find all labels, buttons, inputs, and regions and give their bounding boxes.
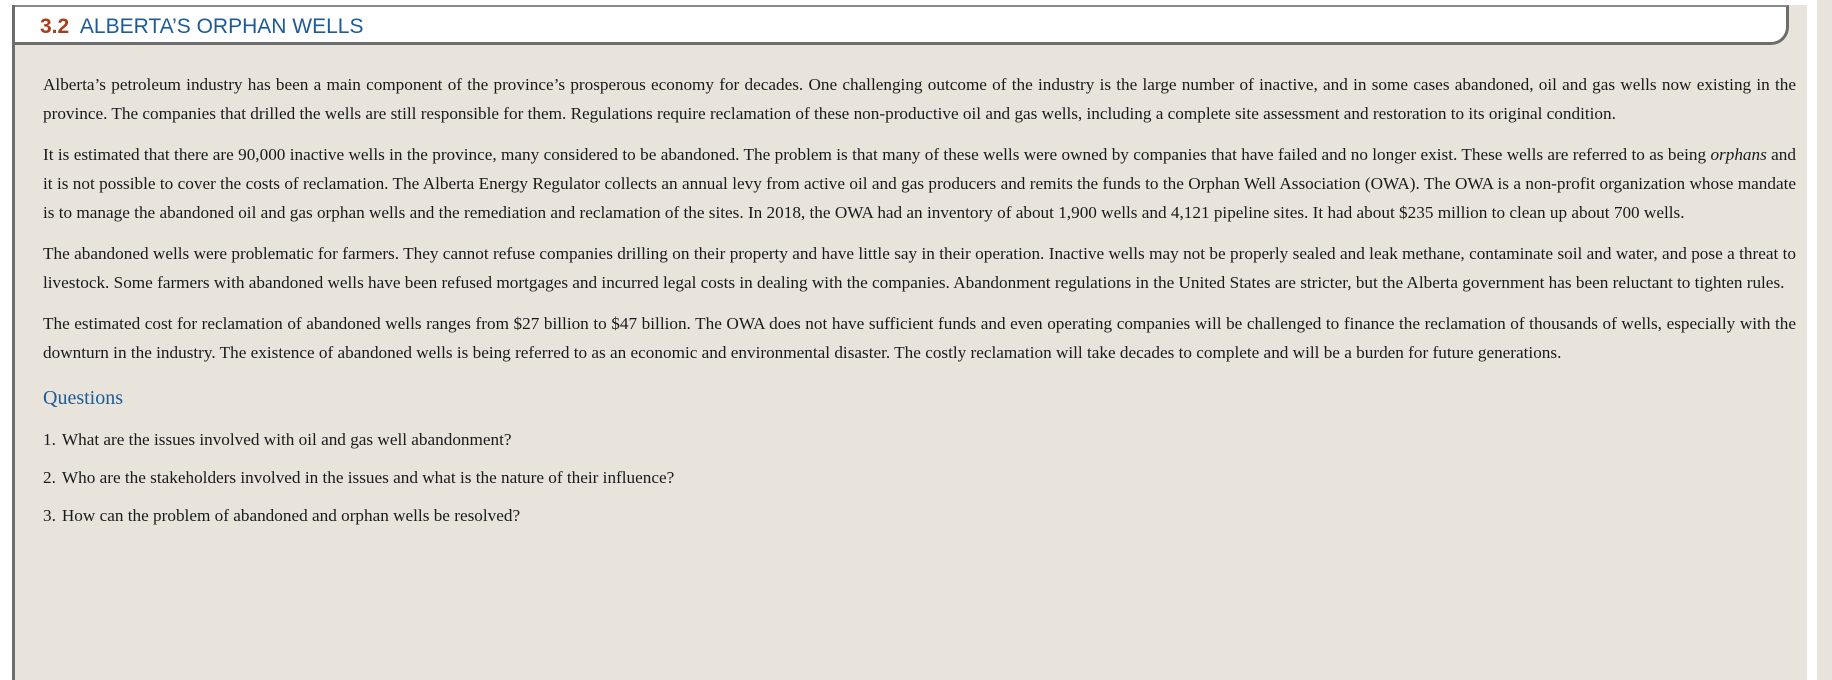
question-item bbox=[43, 505, 1796, 527]
question-text: Who are the stakeholders involved in the issues and what is the nature of their influence? bbox=[61, 468, 675, 487]
paragraph-2-part-2: and it is not possible to cover the costs of reclamation. The Alberta Energy Regulator collects an annual levy from active oil and gas producers and remits the funds to the Orphan Well Association (OWA). The OWA is a non-profit organization whose mandate is to manage the abandoned oil and gas orphan wells and the remediation and reclamation of the sites. In 2018, the OWA had an inventory of about 1,900 wells and 4,121 pipeline sites. It had about $235 million to clean up about 700 wells. bbox=[43, 145, 1796, 222]
question-number: 3. bbox=[43, 506, 56, 525]
question-number: 2. bbox=[43, 468, 56, 487]
section-number: 3.2 bbox=[40, 15, 70, 38]
section-header bbox=[15, 5, 1789, 45]
paragraph-1: Alberta’s petroleum industry has been a main component of the province’s prosperous economy for decades. One challenging outcome of the industry is the large number of inactive, and in some cases abandoned, oil and gas wells now existing in the province. The companies that drilled the wells are still responsible for them. Regulations require reclamation of these non-productive oil and gas wells, including a complete site assessment and restoration to its original condition. bbox=[43, 75, 1796, 123]
paragraph-4: The estimated cost for reclamation of abandoned wells ranges from $27 billion to $47 billion. The OWA does not have sufficient funds and even operating companies will be challenged to finance the reclamation of thousands of wells, especially with the downturn in the industry. The existence of abandoned wells is being referred to as an economic and environmental disaster. The costly reclamation will take decades to complete and will be a burden for future generations. bbox=[43, 314, 1796, 362]
questions-heading: Questions bbox=[43, 387, 123, 409]
section-heading bbox=[40, 15, 363, 39]
paragraph-2 bbox=[43, 140, 1796, 227]
page-margin bbox=[1817, 0, 1832, 680]
emphasis-orphans: orphans bbox=[1710, 145, 1767, 164]
case-study-body bbox=[43, 70, 1796, 543]
question-item bbox=[43, 467, 1796, 489]
question-number: 1. bbox=[43, 430, 56, 449]
section-title: ALBERTA’S ORPHAN WELLS bbox=[79, 15, 364, 38]
question-text: What are the issues involved with oil and gas well abandonment? bbox=[61, 430, 512, 449]
paragraph-3: The abandoned wells were problematic for farmers. They cannot refuse companies drilling on their property and have little say in their operation. Inactive wells may not be properly sealed and leak methane, contaminate soil and water, and pose a threat to livestock. Some farmers with abandoned wells have been refused mortgages and incurred legal costs in dealing with the companies. Abandonment regulations in the United States are stricter, but the Alberta government has been reluctant to tighten rules. bbox=[43, 244, 1796, 292]
case-study-box bbox=[12, 5, 1807, 680]
paragraph-2-part-1: It is estimated that there are 90,000 inactive wells in the province, many considered to be abandoned. The problem is that many of these wells were owned by companies that have failed and no longer exist. These wells are referred to as being bbox=[43, 145, 1711, 164]
question-text: How can the problem of abandoned and orphan wells be resolved? bbox=[61, 506, 521, 525]
question-item bbox=[43, 429, 1796, 451]
